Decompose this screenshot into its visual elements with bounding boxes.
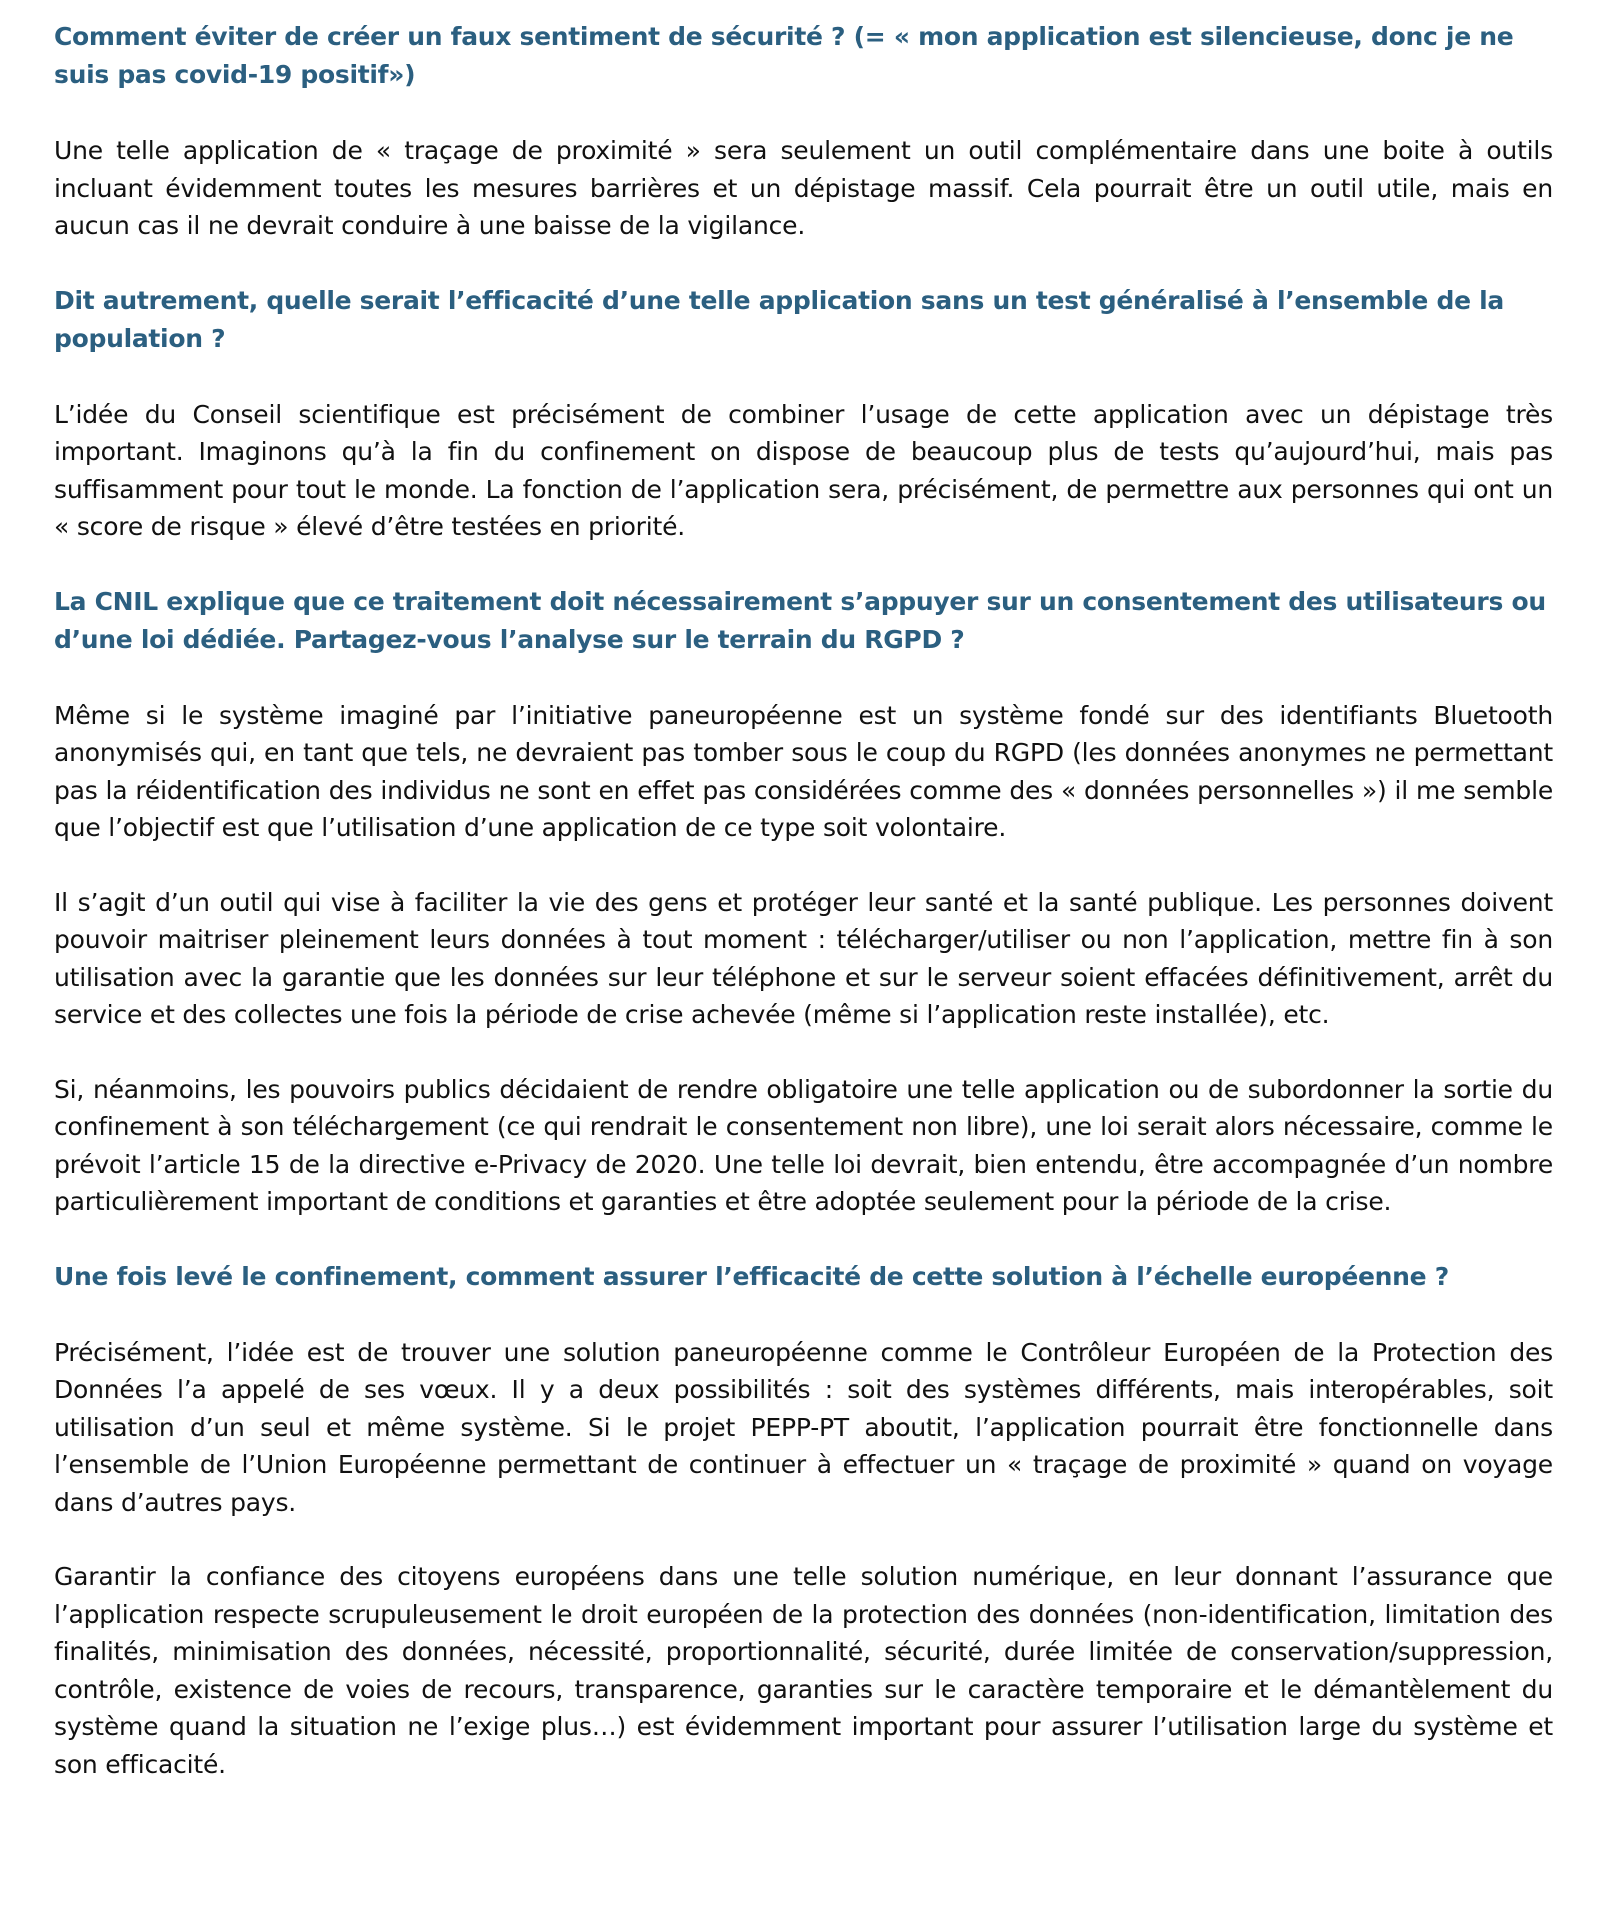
paragraph: Précisément, l’idée est de trouver une solution paneuropéenne comme le Contrôleur Européen de la Protection des Données l’a appelé de ses vœux. Il y a deux possibilités : soit des systèmes différents, mais interopérables, soit utilisation d’un seul et même système. Si le projet PEPP-PT aboutit, l’application pourrait être fonctionnelle dans l’ensemble de l’Union Européenne permettant de continuer à effectuer un « traçage de proximité » quand on voyage dans d’autres pays. (54, 1337, 1553, 1517)
section-heading: La CNIL explique que ce traitement doit nécessairement s’appuyer sur un consentement des utilisateurs ou d’une loi dédiée. Partagez-vous l’analyse sur le terrain du RGPD ? (54, 586, 1546, 654)
section-heading: Une fois levé le confinement, comment assurer l’efficacité de cette solution à l’échelle européenne ? (54, 1261, 1449, 1291)
paragraph: Si, néanmoins, les pouvoirs publics décidaient de rendre obligatoire une telle application ou de subordonner la sortie du confinement à son téléchargement (ce qui rendrait le consentement non libre), une loi serait alors nécessaire, comme le prévoit l’article 15 de la directive e-Privacy de 2020. Une telle loi devrait, bien entendu, être accompagnée d’un nombre particulièrement important de conditions et garanties et être adoptée seulement pour la période de la crise. (54, 1074, 1553, 1216)
paragraph: Garantir la confiance des citoyens européens dans une telle solution numérique, en leur donnant l’assurance que l’application respecte scrupuleusement le droit européen de la protection des données (non-identification, limitation des finalités, minimisation des données, nécessité, proportionnalité, sécurité, durée limitée de conservation/suppression, contrôle, existence de voies de recours, transparence, garanties sur le caractère temporaire et le démantèlement du système quand la situation ne l’exige plus…) est évidemment important pour assurer l’utilisation large du système et son efficacité. (54, 1562, 1553, 1779)
section-heading: Comment éviter de créer un faux sentiment de sécurité ? (= « mon application est silencieuse, donc je ne suis pas covid-19 positif») (54, 22, 1514, 89)
paragraph: Même si le système imaginé par l’initiative paneuropéenne est un système fondé sur des identifiants Bluetooth anonymisés qui, en tant que tels, ne devraient pas tomber sous le coup du RGPD (les données anonymes ne permettant pas la réidentification des individus ne sont en effet pas considérées comme des « données personnelles ») il me semble que l’objectif est que l’utilisation d’une application de ce type soit volontaire. (54, 700, 1553, 842)
paragraph: Il s’agit d’un outil qui vise à faciliter la vie des gens et protéger leur santé et la santé publique. Les personnes doivent pouvoir maitriser pleinement leurs données à tout moment : télécharger/utiliser ou non l’application, mettre fin à son utilisation avec la garantie que les données sur leur téléphone et sur le serveur soient effacées définitivement, arrêt du service et des collectes une fois la période de crise achevée (même si l’application reste installée), etc. (54, 887, 1553, 1029)
paragraph: L’idée du Conseil scientifique est précisément de combiner l’usage de cette application avec un dépistage très important. Imaginons qu’à la fin du confinement on dispose de beaucoup plus de tests qu’aujourd’hui, mais pas suffisamment pour tout le monde. La fonction de l’application sera, précisément, de permettre aux personnes qui ont un « score de risque » élevé d’être testées en priorité. (54, 399, 1553, 541)
paragraph: Une telle application de « traçage de proximité » sera seulement un outil complémentaire dans une boite à outils incluant évidemment toutes les mesures barrières et un dépistage massif. Cela pourrait être un outil utile, mais en aucun cas il ne devrait conduire à une baisse de la vigilance. (54, 136, 1553, 240)
section-heading: Dit autrement, quelle serait l’efficacité d’une telle application sans un test généralisé à l’ensemble de la population ? (54, 285, 1504, 353)
